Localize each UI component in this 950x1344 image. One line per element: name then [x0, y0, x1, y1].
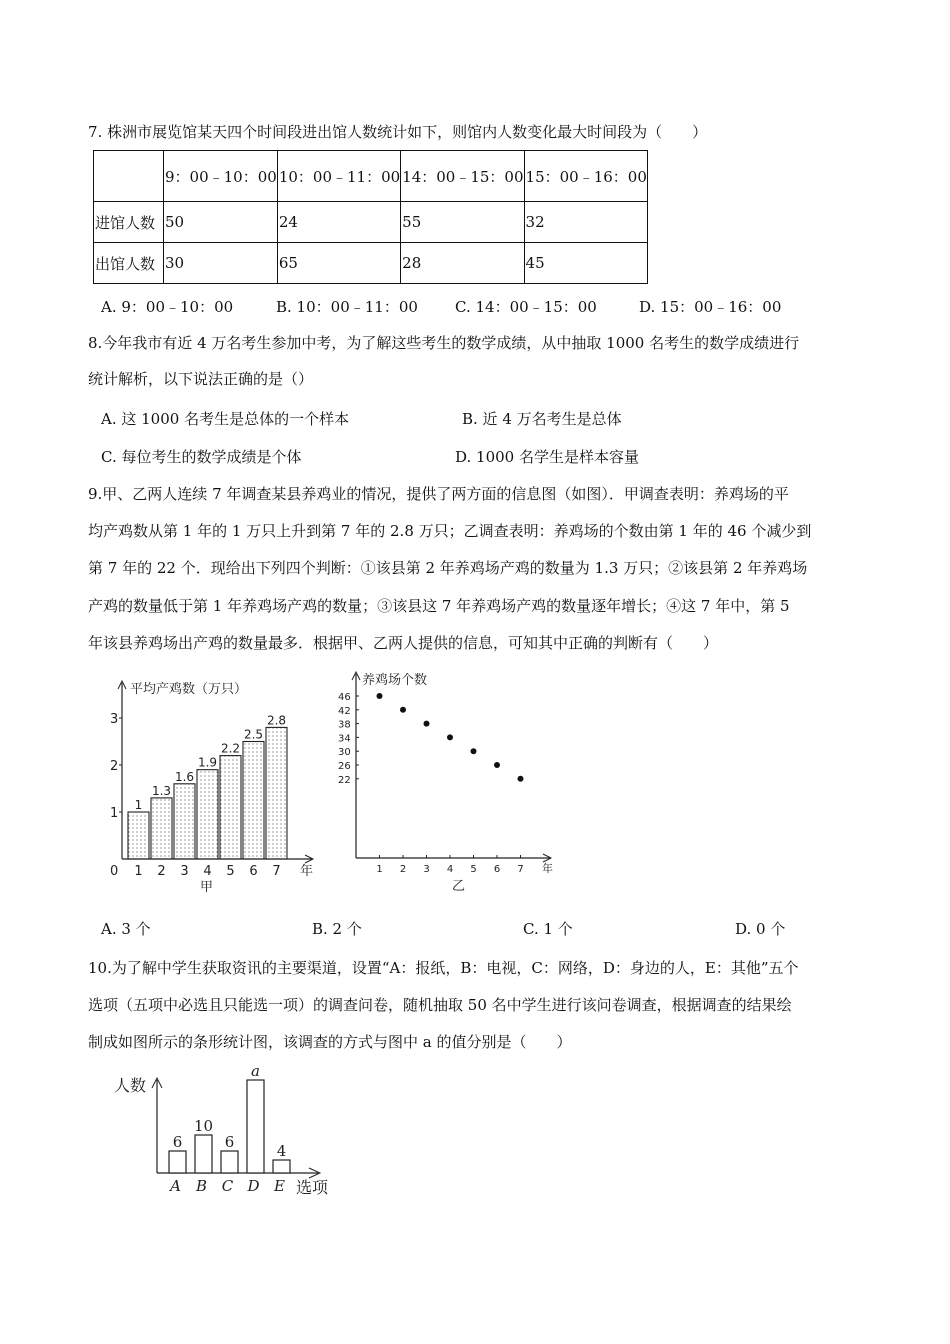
- chart-info-channels: [108, 1058, 348, 1198]
- table-cell: 出馆人数: [94, 243, 164, 284]
- y-tick-label: 26: [338, 761, 351, 772]
- bar: [266, 727, 287, 859]
- table-header-cell: 14：00﹣15：00: [401, 151, 524, 202]
- bar-value-label: 1.3: [151, 783, 172, 798]
- bar: [197, 770, 218, 859]
- q8-option-d[interactable]: D. 1000 名学生是样本容量: [455, 448, 639, 466]
- bar-value-label: 10: [193, 1117, 214, 1135]
- table-header-cell: [94, 151, 164, 202]
- q8-stem-line-1: 8.今年我市有近 4 万名考生参加中考，为了解这些考生的数学成绩，从中抽取 1000 名考生的数学成绩进行: [88, 334, 800, 352]
- q9-stem-line-4: 产鸡的数量低于第 1 年养鸡场产鸡的数量；③该县这 7 年养鸡场产鸡的数量逐年增长；④这 7 年中，第 5: [88, 597, 790, 615]
- x-tick-label: D: [247, 1177, 260, 1195]
- x-tick-label: 2: [157, 864, 166, 879]
- y-tick-label: 22: [338, 774, 351, 786]
- q9-stem-line-2: 均产鸡数从第 1 年的 1 万只上升到第 7 年的 2.8 万只；乙调查表明：养鸡场的个数由第 1 年的 46 个减少到: [88, 522, 812, 540]
- x-tick-label: 7: [517, 864, 524, 875]
- bar: [169, 1151, 186, 1173]
- bar: [247, 1080, 264, 1173]
- bar: [221, 1151, 238, 1173]
- table-cell: 32: [524, 202, 647, 243]
- scatter-point: [377, 693, 383, 699]
- y-axis-label: 人数: [114, 1076, 147, 1095]
- x-tick-label: C: [221, 1177, 234, 1195]
- scatter-point: [447, 734, 453, 740]
- x-tick-label: 3: [423, 864, 430, 875]
- q9-stem-line-5: 年该县养鸡场出产鸡的数量最多．根据甲、乙两人提供的信息，可知其中正确的判断有（ ）: [88, 634, 719, 652]
- bar-value-label: 4: [276, 1142, 287, 1160]
- q9-option-d[interactable]: D. 0 个: [735, 920, 786, 938]
- bar-value-label: 2.2: [220, 741, 241, 756]
- q8-option-b[interactable]: B. 近 4 万名考生是总体: [462, 410, 622, 428]
- x-tick-label: B: [195, 1177, 208, 1195]
- bar: [220, 756, 241, 859]
- table-cell: 45: [524, 243, 647, 284]
- bar: [273, 1160, 290, 1173]
- q7-stem: 7. 株洲市展览馆某天四个时间段进出馆人数统计如下，则馆内人数变化最大时间段为（ ）: [88, 123, 708, 141]
- y-tick-label: 2: [110, 759, 119, 774]
- x-tick-label: 6: [493, 864, 501, 875]
- x-tick-label: E: [274, 1177, 285, 1195]
- q8-stem-line-2: 统计解析，以下说法正确的是（）: [88, 370, 314, 388]
- table-cell: 进馆人数: [94, 202, 164, 243]
- table-header-cell: 15：00﹣16：00: [524, 151, 647, 202]
- q9-stem-line-1: 9.甲、乙两人连续 7 年调查某县养鸡业的情况，提供了两方面的信息图（如图）．甲调查表明：养鸡场的平: [88, 485, 789, 503]
- scatter-point: [518, 776, 524, 782]
- table-header-cell: 10：00﹣11：00: [277, 151, 400, 202]
- x-tick-label: 4: [446, 864, 454, 875]
- chart-caption: 乙: [452, 879, 466, 893]
- table-cell: 28: [401, 243, 524, 284]
- chart-average-chickens: [100, 675, 330, 895]
- chart-title: 平均产鸡数（万只）: [130, 682, 248, 697]
- table-cell: 50: [164, 202, 278, 243]
- q9-option-c[interactable]: C. 1 个: [523, 920, 573, 938]
- q7-table: [93, 150, 648, 284]
- bar: [128, 812, 149, 859]
- q9-stem-line-3: 第 7 年的 22 个．现给出下列四个判断：①该县第 2 年养鸡场产鸡的数量为 1.3 万只；②该县第 2 年养鸡场: [88, 559, 808, 577]
- table-header-row: [94, 151, 648, 202]
- table-cell: 24: [277, 202, 400, 243]
- x-tick-label: 1: [376, 864, 383, 875]
- q7-option-d[interactable]: D. 15：00﹣16：00: [639, 298, 782, 316]
- table-cell: 65: [277, 243, 400, 284]
- x-tick-label: 1: [134, 864, 143, 879]
- y-tick-label: 1: [110, 806, 119, 821]
- table-row: [94, 202, 648, 243]
- q9-option-b[interactable]: B. 2 个: [312, 920, 362, 938]
- x-tick-label: 3: [180, 864, 189, 879]
- table-cell: 55: [401, 202, 524, 243]
- chart-farm-count: [330, 668, 560, 893]
- bar: [151, 798, 172, 859]
- y-tick-label: 38: [338, 719, 351, 731]
- chart-caption: 甲: [200, 880, 214, 895]
- table-row: [94, 243, 648, 284]
- x-tick-label: 2: [399, 864, 407, 875]
- y-tick-label: 42: [338, 705, 351, 717]
- scatter-point: [494, 762, 500, 768]
- y-tick-label: 30: [338, 747, 351, 759]
- bar: [174, 784, 195, 859]
- q7-option-a[interactable]: A. 9：00﹣10：00: [101, 298, 234, 316]
- y-tick-label: 3: [110, 712, 119, 727]
- q7-option-b[interactable]: B. 10：00﹣11：00: [276, 298, 418, 316]
- x-axis-label: 年: [300, 864, 314, 879]
- scatter-point: [424, 721, 430, 727]
- x-tick-label: 5: [470, 864, 477, 875]
- bar-value-label: 1.9: [197, 755, 218, 770]
- x-origin-label: 0: [110, 864, 119, 879]
- x-tick-label: A: [170, 1177, 181, 1195]
- bar-value-label: 2.8: [266, 713, 287, 728]
- x-tick-label: 7: [272, 864, 281, 879]
- bar-value-label: 1: [134, 798, 143, 812]
- table-cell: 30: [164, 243, 278, 284]
- y-tick-label: 46: [338, 692, 351, 703]
- q8-option-c[interactable]: C. 每位考生的数学成绩是个体: [101, 448, 302, 466]
- bar: [195, 1135, 212, 1173]
- x-tick-label: 4: [203, 864, 212, 879]
- bar-value-label: 6: [224, 1133, 235, 1151]
- y-tick-label: 34: [338, 733, 351, 745]
- q7-option-c[interactable]: C. 14：00﹣15：00: [455, 298, 597, 316]
- bar-value-label: 1.6: [174, 769, 195, 784]
- scatter-point: [471, 748, 477, 754]
- q9-option-a[interactable]: A. 3 个: [101, 920, 151, 938]
- chart-title: 养鸡场个数: [362, 673, 428, 688]
- bar: [243, 742, 264, 860]
- q8-option-a[interactable]: A. 这 1000 名考生是总体的一个样本: [101, 410, 350, 428]
- scatter-point: [400, 707, 406, 713]
- bar-value-label: 2.5: [243, 727, 264, 742]
- x-tick-label: 5: [226, 864, 235, 879]
- x-axis-label: 年: [542, 862, 553, 875]
- q10-stem-line-3: 制成如图所示的条形统计图，该调查的方式与图中 a 的值分别是（ ）: [88, 1033, 572, 1051]
- x-axis-label: 选项: [296, 1178, 329, 1197]
- q10-stem-line-1: 10.为了解中学生获取资讯的主要渠道，设置“A：报纸，B：电视，C：网络，D：身边的人，E：其他”五个: [88, 959, 799, 977]
- q10-stem-line-2: 选项（五项中必选且只能选一项）的调查问卷，随机抽取 50 名中学生进行该问卷调查，根据调查的结果绘: [88, 996, 792, 1014]
- bar-value-label: a: [251, 1062, 260, 1080]
- table-header-cell: 9：00﹣10：00: [164, 151, 278, 202]
- x-tick-label: 6: [249, 864, 258, 879]
- bar-value-label: 6: [172, 1133, 183, 1151]
